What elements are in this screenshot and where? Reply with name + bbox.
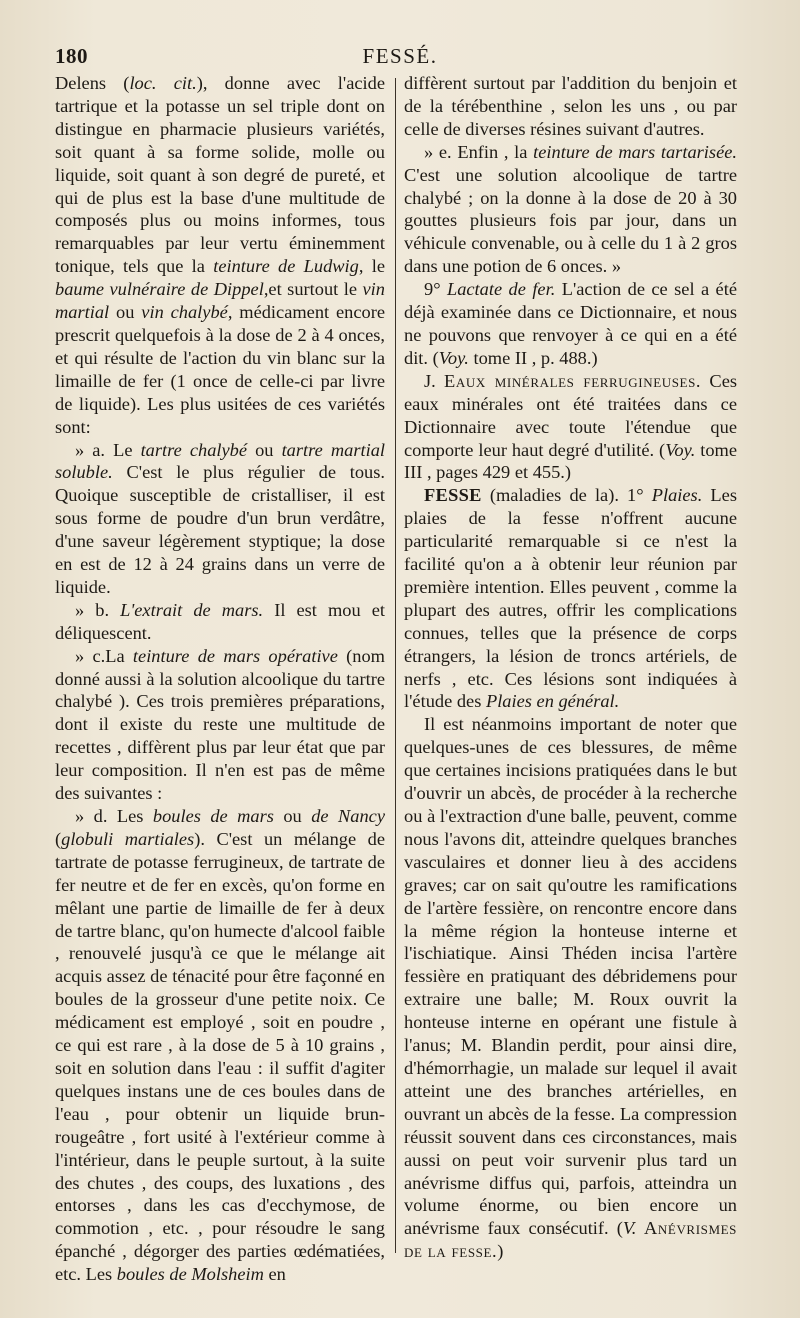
page-number: 180 [55,44,88,68]
paragraph-blessures: Il est néanmoins important de noter que quelques-unes de ces blessures, de même que certaines incisions pratiquées dans le but d'ouvrir un abcès, de procéder à la recherche ou à l'extraction d'une balle, peuvent, comme nous l'avons dit, atteindre quelques branches vasculaires et donner lieu à des accidens graves; car on sait qu'outre les ramifications de l'artère fessière, on rencontre encore dans la même région la honteuse interne et l'ischiatique. Ainsi Théden incisa l'artère fessière en pratiquant des débridemens pour extraire une balle; M. Roux ouvrit la honteuse interne en opérant une fistule à l'anus; M. Blandin perdit, pour ainsi dire, d'hémorrhagie, un malade sur lequel il avait atteint une des branches artérielles, en ouvrant un abcès de la fesse. La compression réussit souvent dans ces circonstances, mais aussi on peut voir survenir plus tard un anévrisme diffus qui, parfois, atteindra un volume énorme, ou bien encore un anévrisme faux consécutif. (V. Anévrismes de la fesse.) [404,714,737,1262]
column-divider [395,78,396,1253]
paragraph-tartre-chalybe: » a. Le tartre chalybé ou tartre martial soluble. C'est le plus régulier de tous. Quoique susceptible de cristalliser, il est sous forme de poudre d'un brun verdâtre, d'une saveur légèrement styptique; la dose en est de 12 à 24 grains dans un verre de liquide. [55,439,385,597]
paragraph-delens: Delens (loc. cit.), donne avec l'acide tartrique et la potasse un sel triple dont on distingue en pharmacie plusieurs variétés, soit quant à sa forme solide, molle ou liquide, soit quant à son degré de pureté, et qui de plus est la base d'une multitude de composés plus ou moins informes, tous remarquables par leur vertu éminemment tonique, tels que la teinture de Ludwig, le baume vulnéraire de Dippel,et surtout le vin martial ou vin chalybé, médicament encore prescrit quelquefois à la dose de 2 à 4 onces, et qui résulte de l'action du vin blanc sur la limaille de fer (1 once de celle-ci par livre de liquide). Les plus usitées de ces variétés sont: [55,73,386,437]
entry-fesse: FESSE (maladies de la). 1° Plaies. Les plaies de la fesse n'offrent aucune particularité remarquable si ce n'est la facilité qu'on a à obtenir leur réunion par première intention. Elles peuvent , comme la plupart des autres, offrir les complications connues, telles que la présence de corps étrangers, la lésion de troncs artériels, de nerfs , etc. Ces lésions sont indiquées à l'étude des Plaies en général. [404,485,737,712]
paragraph-lactate-de-fer: 9° Lactate de fer. L'action de ce sel a été déjà examinée dans ce Dictionnaire, et nous ne pouvons que renvoyer à ce qui en a été dit. (Voy. tome II , p. 488.) [404,279,737,368]
paragraph-benjoin: diffèrent surtout par l'addition du benjoin et de la térébenthine , selon les uns , ou par celle de diverses résines suivant d'autres. [404,73,737,139]
entry-headword: FESSE [424,485,482,506]
paragraph-eaux-minerales: J. Eaux minérales ferrugineuses. Ces eaux minérales ont été traitées dans ce Dictionnaire avec toute l'étendue que comporte leur haut degré d'utilité. (Voy. tome III , pages 429 et 455.) [404,370,738,483]
paragraph-teinture-operative: » c.La teinture de mars opérative (nom donné aussi à la solution alcoolique du tartre chalybé ). Ces trois premières préparations, dont il existe du reste une multitude de recettes , diffèrent plus par leur état que par leur composition. Il n'en est pas de même des suivantes : [55,645,385,804]
running-head: FESSÉ. [362,44,438,68]
paragraph-boules-de-mars: » d. Les boules de mars ou de Nancy (globuli martiales). C'est un mélange de tartrate de potasse ferrugineux, de tartrate de fer neutre et de fer en excès, qu'on forme en mêlant une partie de limaille de fer à deux de tartre blanc, qu'on humecte d'alcool faible , renouvelé jusqu'à ce que le mélange ait acquis assez de ténacité pour être façonné en boules de la grosseur d'une petite noix. Ce médicament est employé , soit en poudre , ce qui est rare , à la dose de 5 à 10 grains , soit en solution dans l'eau : il suffit d'agiter quelques instans une de ces boules dans de l'eau , pour obtenir un liquide brun-rougeâtre , fort usité à l'extérieur comme à l'intérieur, dans le peuple surtout, à la suite des chutes , des coups, des luxations , des entorses , dans les cas d'ecchymose, de commotion , etc. , pour résoudre le sang épanché , dégorger des parties œdématiées, etc. Les boules de Molsheim en [55,806,385,1285]
right-column [404,72,737,1263]
paragraph-extrait-de-mars: » b. L'extrait de mars. Il est mou et déliquescent. [55,599,385,643]
left-column [55,72,385,1286]
paragraph-teinture-tartarisee: » e. Enfin , la teinture de mars tartarisée. C'est une solution alcoolique de tartre chalybé ; on la donne à la dose de 20 à 30 gouttes plusieurs fois par jour, dans un véhicule convenable, ou à celle du 1 à 2 gros dans une potion de 6 onces. » [404,141,737,277]
